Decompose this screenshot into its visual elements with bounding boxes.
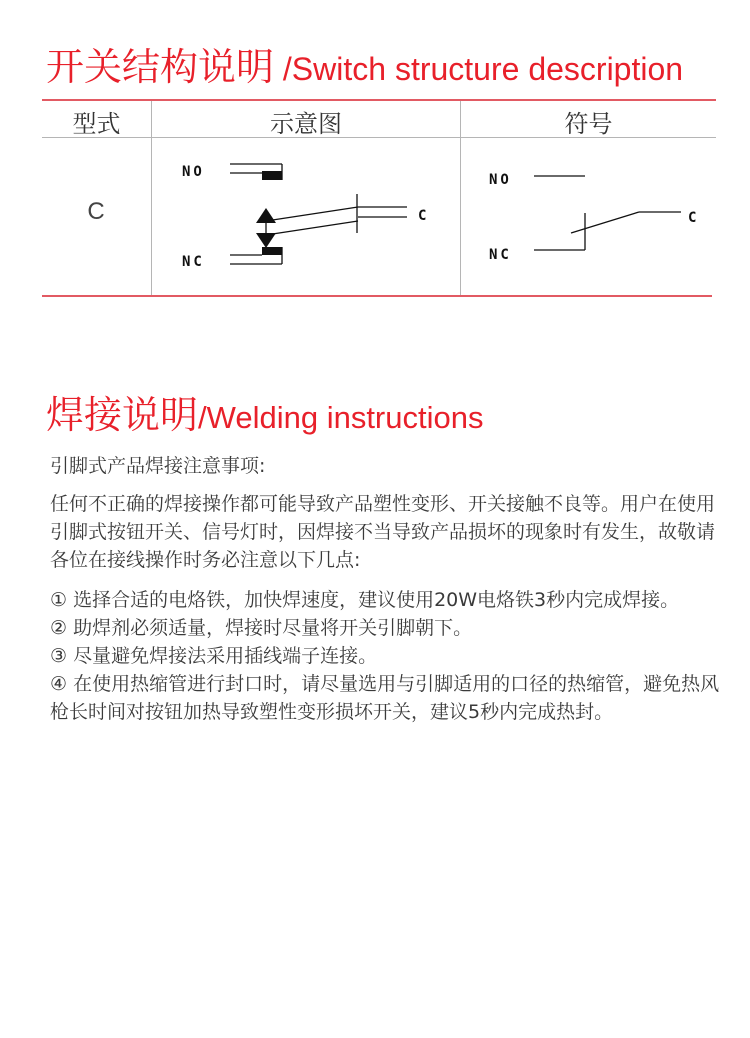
table-bottom-rule <box>42 295 712 297</box>
switch-symbol-icon <box>534 176 681 250</box>
no-terminal-icon <box>230 164 282 180</box>
header-symbol: 符号 <box>564 110 613 138</box>
welding-intro: 引脚式产品焊接注意事项: <box>50 455 266 477</box>
contact-arm-icon <box>256 194 407 248</box>
type-cell: C <box>87 198 105 225</box>
welding-heading <box>46 384 483 439</box>
diagram-no-label: NO <box>182 164 205 180</box>
symbol-c-label: C <box>688 210 697 226</box>
header-diagram: 示意图 <box>270 110 342 138</box>
diagram-nc-label: NC <box>182 254 205 270</box>
switch-symbol-diagram <box>461 138 716 295</box>
table-top-rule <box>42 99 716 101</box>
symbol-no-label: NO <box>489 172 512 188</box>
welding-steps <box>50 586 720 726</box>
header-type: 型式 <box>72 110 121 138</box>
heading-separator: / <box>198 400 207 435</box>
welding-body: 任何不正确的焊接操作都可能导致产品塑性变形、开关接触不良等。用户在使用引脚式按钮开关、信号灯时，因焊接不当导致产品损坏的现象时有发生，故敬请各位在接线操作时务必注意以下几点: <box>50 493 716 571</box>
switch-structure-diagram <box>152 138 460 295</box>
heading-cn: 开关结构说明 <box>46 45 275 89</box>
heading-separator: / <box>274 51 292 87</box>
welding-step-3: ③ 尽量避免焊接法采用插线端子连接。 <box>50 645 378 667</box>
heading-en: Switch structure description <box>291 51 684 87</box>
heading-en: Welding instructions <box>206 400 484 435</box>
heading-cn: 焊接说明 <box>46 393 199 437</box>
switch-structure-heading <box>46 36 683 91</box>
diagram-c-label: C <box>418 208 427 224</box>
symbol-nc-label: NC <box>489 247 512 263</box>
welding-step-4: ④ 在使用热缩管进行封口时，请尽量选用与引脚适用的口径的热缩管，避免热风枪长时间对按钮加热导致塑性变形损坏开关，建议5秒内完成热封。 <box>50 673 720 723</box>
welding-step-2: ② 助焊剂必须适量，焊接时尽量将开关引脚朝下。 <box>50 617 473 639</box>
welding-step-1: ① 选择合适的电烙铁，加快焊速度，建议使用20W电烙铁3秒内完成焊接。 <box>50 589 680 611</box>
nc-terminal-icon <box>230 247 282 264</box>
